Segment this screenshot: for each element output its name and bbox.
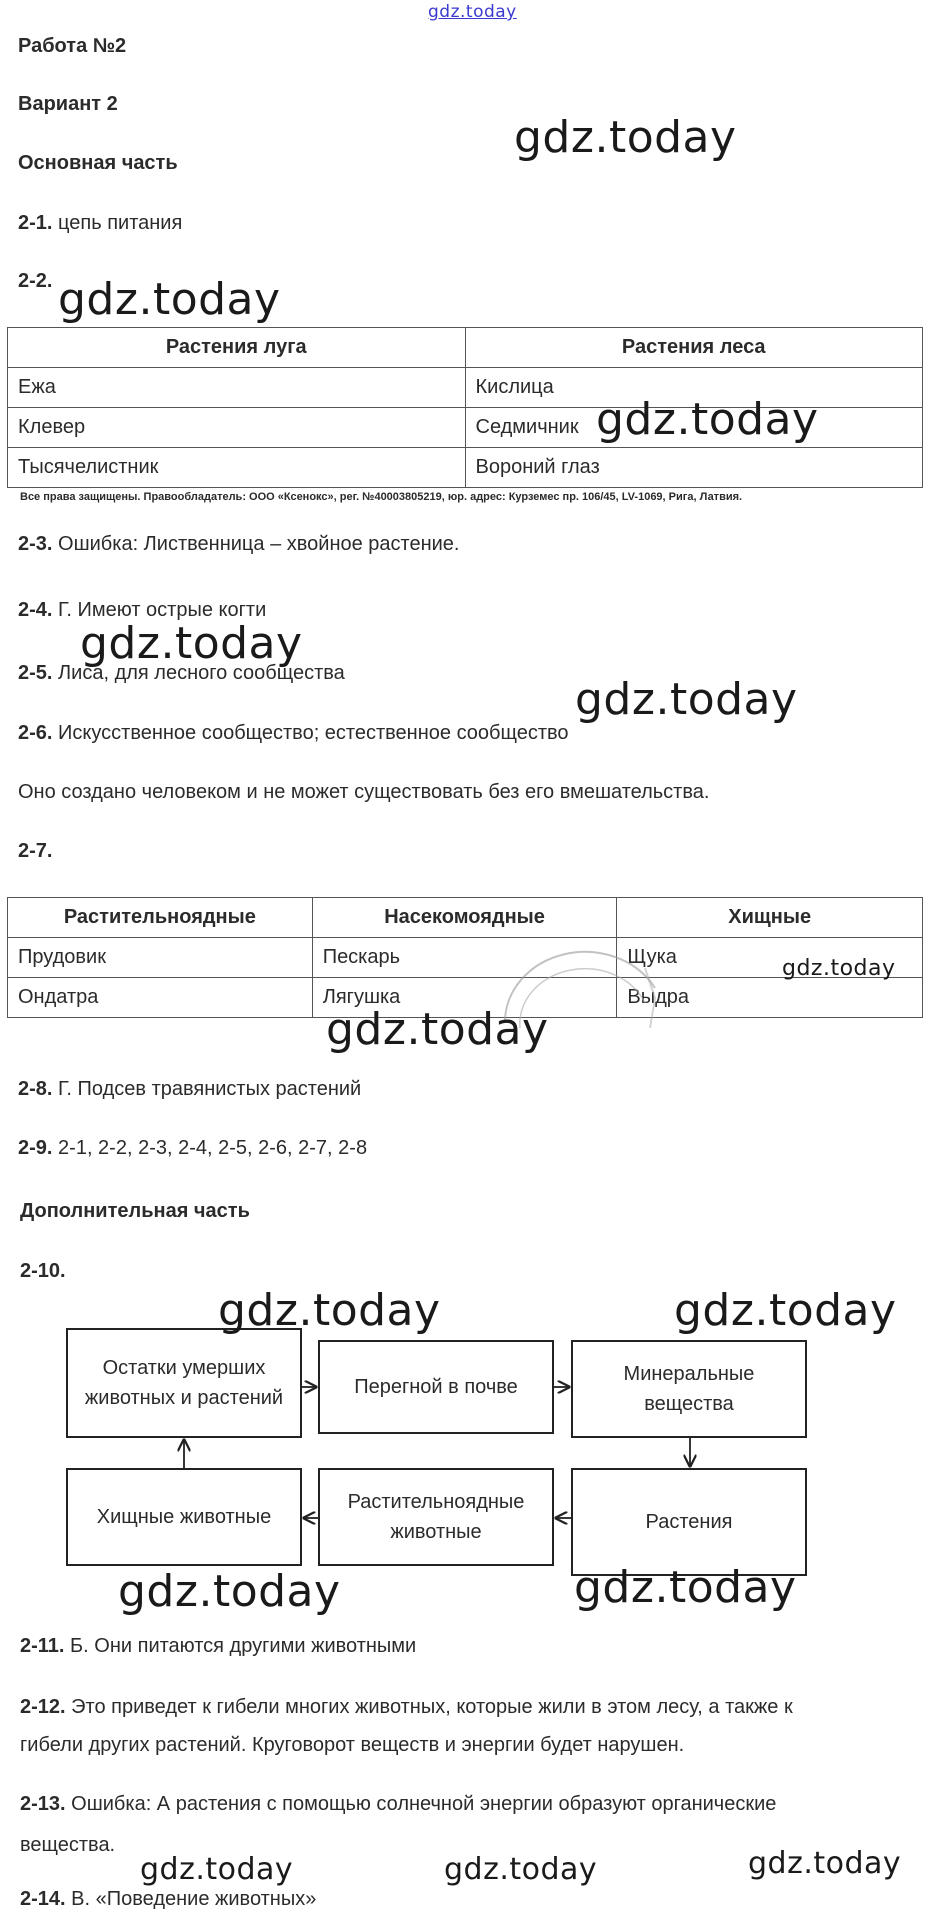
watermark: gdz.today xyxy=(782,956,896,981)
answer-number: 2-13. xyxy=(20,1793,66,1815)
answer-number: 2-8. xyxy=(18,1078,53,1100)
answer-number: 2-4. xyxy=(18,599,53,621)
answer-2-12-continued: гибели других растений. Круговорот веществ и энергии будет нарушен. xyxy=(20,1734,685,1756)
watermark: gdz.today xyxy=(118,1566,341,1617)
work-title: Работа №2 xyxy=(18,35,127,57)
watermark: gdz.today xyxy=(444,1852,598,1887)
answer-number: 2-3. xyxy=(18,533,53,555)
answer-text: Лиса, для лесного сообщества xyxy=(58,662,345,684)
copyright-note: Все права защищены. Правообладатель: ООО «Ксенокс», рег. №40003805219, юр. адрес: Курземес пр. 106/45, LV-1069, Рига, Латвия. xyxy=(20,491,743,503)
answer-text: 2-1, 2-2, 2-3, 2-4, 2-5, 2-6, 2-7, 2-8 xyxy=(58,1137,368,1159)
answer-number: 2-11. xyxy=(20,1635,65,1657)
answer-text: Ошибка: Лиственница – хвойное растение. xyxy=(58,533,460,555)
table-header: Растительноядные xyxy=(8,898,313,938)
answer-2-11 xyxy=(20,1635,416,1658)
watermark: gdz.today xyxy=(674,1285,897,1336)
table-header: Растения леса xyxy=(465,328,923,368)
table-header: Хищные xyxy=(617,898,923,938)
answer-2-14 xyxy=(20,1888,316,1911)
diagram-box-label: Минеральные вещества xyxy=(623,1363,755,1415)
answer-number: 2-12. xyxy=(20,1696,66,1718)
watermark: gdz.today xyxy=(596,394,819,445)
watermark: gdz.today xyxy=(575,674,798,725)
diagram-box-label: Хищные животные xyxy=(96,1506,272,1528)
answer-2-6-explanation: Оно создано человеком и не может существовать без его вмешательства. xyxy=(18,781,710,803)
answer-number: 2-5. xyxy=(18,662,53,684)
diagram-box-label: Остатки умерших животных и растений xyxy=(84,1357,284,1409)
answer-number: 2-9. xyxy=(18,1137,53,1159)
table-cell: Пескарь xyxy=(312,938,617,978)
table-cell: Кислица xyxy=(465,368,923,408)
table-cell: Щука xyxy=(617,938,923,978)
answer-2-7-number: 2-7. xyxy=(18,840,53,862)
table-cell: Ондатра xyxy=(8,978,313,1018)
answer-2-13-continued: вещества. xyxy=(20,1834,116,1856)
answer-text: Это приведет к гибели многих животных, которые жили в этом лесу, а также к xyxy=(71,1696,793,1718)
answer-text: Г. Имеют острые когти xyxy=(58,599,267,621)
answer-text: Ошибка: А растения с помощью солнечной энергии образуют органические xyxy=(71,1793,777,1815)
extra-part-title: Дополнительная часть xyxy=(20,1200,250,1222)
table-cell: Клевер xyxy=(8,408,466,448)
answer-2-12 xyxy=(20,1696,793,1719)
answer-text: цепь питания xyxy=(58,212,183,234)
watermark: gdz.today xyxy=(514,112,737,163)
table-header: Насекомоядные xyxy=(312,898,617,938)
variant-title: Вариант 2 xyxy=(18,93,118,115)
table-cell: Выдра xyxy=(617,978,923,1018)
diagram-box-label: Перегной в почве xyxy=(354,1376,518,1398)
diagram-box-label: Растения xyxy=(645,1511,733,1533)
answer-2-13 xyxy=(20,1793,776,1816)
table-cell: Тысячелистник xyxy=(8,448,466,488)
diagram-box-label: Растительноядные животные xyxy=(347,1491,525,1543)
table-cell: Ежа xyxy=(8,368,466,408)
answer-2-10-number: 2-10. xyxy=(20,1260,66,1282)
watermark: gdz.today xyxy=(80,618,303,669)
watermark: gdz.today xyxy=(748,1846,902,1881)
answer-number: 2-1. xyxy=(18,212,53,234)
answer-text: Б. Они питаются другими животными xyxy=(70,1635,417,1657)
table-cell: Лягушка xyxy=(312,978,617,1018)
table-cell: Прудовик xyxy=(8,938,313,978)
watermark: gdz.today xyxy=(326,1004,549,1055)
answer-2-2-number: 2-2. xyxy=(18,270,53,292)
table-cell: Седмичник xyxy=(465,408,923,448)
watermark-top[interactable]: gdz.today xyxy=(428,2,517,22)
watermark: gdz.today xyxy=(218,1285,441,1336)
table-cell: Вороний глаз xyxy=(465,448,923,488)
table-header: Растения луга xyxy=(8,328,466,368)
answer-text: Искусственное сообщество; естественное сообщество xyxy=(58,722,569,744)
watermark: gdz.today xyxy=(574,1562,797,1613)
watermark: gdz.today xyxy=(58,274,281,325)
answer-text: Г. Подсев травянистых растений xyxy=(58,1078,362,1100)
main-part-title: Основная часть xyxy=(18,152,178,174)
answer-number: 2-6. xyxy=(18,722,53,744)
answer-text: В. «Поведение животных» xyxy=(71,1888,317,1910)
answer-number: 2-14. xyxy=(20,1888,66,1910)
watermark: gdz.today xyxy=(140,1852,294,1887)
